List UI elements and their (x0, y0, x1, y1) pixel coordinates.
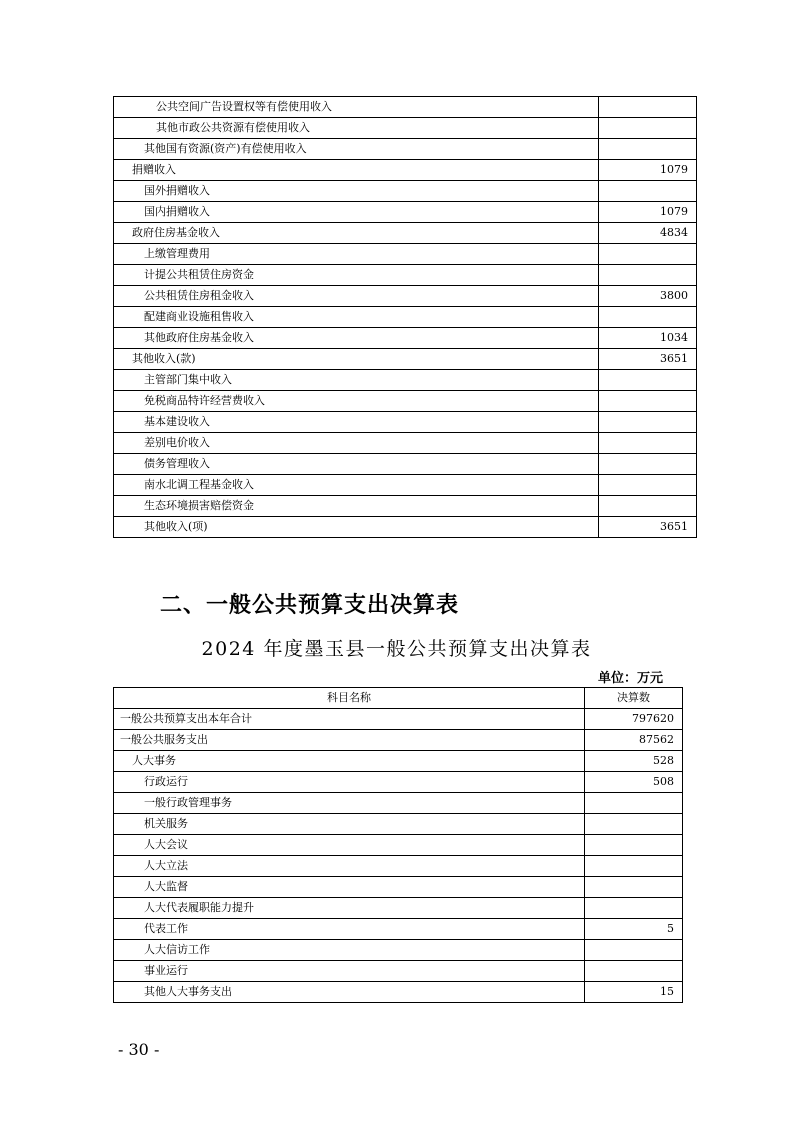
row-value: 3651 (599, 517, 697, 538)
table-title: 2024 年度墨玉县一般公共预算支出决算表 (201, 638, 592, 660)
row-label: 上缴管理费用 (114, 244, 599, 265)
row-label: 主管部门集中收入 (114, 370, 599, 391)
row-value: 3651 (599, 349, 697, 370)
page-number: - 30 - (118, 1040, 160, 1059)
table-row (114, 856, 683, 877)
table-row (114, 412, 697, 433)
row-value (585, 961, 683, 982)
row-value (585, 793, 683, 814)
table-row (114, 772, 683, 793)
row-label: 债务管理收入 (114, 454, 599, 475)
table-row (114, 307, 697, 328)
row-label: 政府住房基金收入 (114, 223, 599, 244)
table-row (114, 181, 697, 202)
table-row (114, 898, 683, 919)
expenditure-table (113, 687, 683, 1003)
row-label: 人大会议 (114, 835, 585, 856)
row-value (599, 97, 697, 118)
row-label: 基本建设收入 (114, 412, 599, 433)
row-value (599, 265, 697, 286)
row-label: 其他市政公共资源有偿使用收入 (114, 118, 599, 139)
row-value (585, 877, 683, 898)
row-value: 87562 (585, 730, 683, 751)
row-label: 公共租赁住房租金收入 (114, 286, 599, 307)
table-row (114, 265, 697, 286)
row-label: 一般公共预算支出本年合计 (114, 709, 585, 730)
row-value (599, 475, 697, 496)
row-value (599, 433, 697, 454)
row-label: 行政运行 (114, 772, 585, 793)
table-row (114, 982, 683, 1003)
row-value: 3800 (599, 286, 697, 307)
table-row (114, 940, 683, 961)
table-row (114, 496, 697, 517)
table-row (114, 223, 697, 244)
table-row (114, 349, 697, 370)
table-row (114, 160, 697, 181)
row-label: 差别电价收入 (114, 433, 599, 454)
row-value: 797620 (585, 709, 683, 730)
row-value: 528 (585, 751, 683, 772)
row-value (599, 244, 697, 265)
table-row (114, 454, 697, 475)
row-label: 人大立法 (114, 856, 585, 877)
table-row (114, 475, 697, 496)
unit-label: 单位：万元 (598, 671, 664, 686)
table-row (114, 919, 683, 940)
row-value: 1079 (599, 202, 697, 223)
table-row (114, 244, 697, 265)
row-label: 国内捐赠收入 (114, 202, 599, 223)
row-label: 其他收入(项) (114, 517, 599, 538)
row-label: 一般公共服务支出 (114, 730, 585, 751)
row-label: 事业运行 (114, 961, 585, 982)
expenditure-table-body (114, 709, 683, 1003)
row-label: 计提公共租赁住房资金 (114, 265, 599, 286)
row-label: 其他国有资源(资产)有偿使用收入 (114, 139, 599, 160)
table-row (114, 118, 697, 139)
header-final-amount: 决算数 (585, 688, 683, 709)
row-label: 其他收入(款) (114, 349, 599, 370)
table-row (114, 961, 683, 982)
row-value (599, 370, 697, 391)
row-value: 508 (585, 772, 683, 793)
row-value (599, 391, 697, 412)
table-row (114, 391, 697, 412)
row-value (599, 118, 697, 139)
table-header-row (114, 688, 683, 709)
table-row (114, 835, 683, 856)
row-label: 国外捐赠收入 (114, 181, 599, 202)
row-value (585, 898, 683, 919)
row-label: 免税商品特许经营费收入 (114, 391, 599, 412)
table-row (114, 709, 683, 730)
row-value (599, 412, 697, 433)
row-label: 配建商业设施租售收入 (114, 307, 599, 328)
row-label: 其他人大事务支出 (114, 982, 585, 1003)
header-subject-name: 科目名称 (114, 688, 585, 709)
row-value (585, 940, 683, 961)
row-value: 1079 (599, 160, 697, 181)
table-row (114, 877, 683, 898)
table-row (114, 814, 683, 835)
row-label: 公共空间广告设置权等有偿使用收入 (114, 97, 599, 118)
row-value (599, 496, 697, 517)
row-value (585, 835, 683, 856)
table-row (114, 751, 683, 772)
table-row (114, 139, 697, 160)
table-row (114, 517, 697, 538)
row-value (599, 307, 697, 328)
table-row (114, 433, 697, 454)
row-value (585, 856, 683, 877)
row-value: 1034 (599, 328, 697, 349)
row-label: 代表工作 (114, 919, 585, 940)
row-label: 生态环境损害赔偿资金 (114, 496, 599, 517)
row-value (585, 814, 683, 835)
row-label: 捐赠收入 (114, 160, 599, 181)
section-heading: 二、一般公共预算支出决算表 (160, 593, 460, 618)
row-label: 一般行政管理事务 (114, 793, 585, 814)
row-value (599, 181, 697, 202)
row-label: 人大代表履职能力提升 (114, 898, 585, 919)
row-label: 人大事务 (114, 751, 585, 772)
table-row (114, 328, 697, 349)
table-row (114, 793, 683, 814)
row-label: 其他政府住房基金收入 (114, 328, 599, 349)
table-row (114, 286, 697, 307)
row-label: 人大监督 (114, 877, 585, 898)
row-value: 15 (585, 982, 683, 1003)
row-label: 南水北调工程基金收入 (114, 475, 599, 496)
row-value: 5 (585, 919, 683, 940)
table-row (114, 730, 683, 751)
row-label: 人大信访工作 (114, 940, 585, 961)
row-value (599, 454, 697, 475)
row-value: 4834 (599, 223, 697, 244)
row-label: 机关服务 (114, 814, 585, 835)
revenue-table-body (114, 97, 697, 538)
table-row (114, 202, 697, 223)
table-row (114, 370, 697, 391)
table-row (114, 97, 697, 118)
row-value (599, 139, 697, 160)
revenue-table (113, 96, 697, 538)
